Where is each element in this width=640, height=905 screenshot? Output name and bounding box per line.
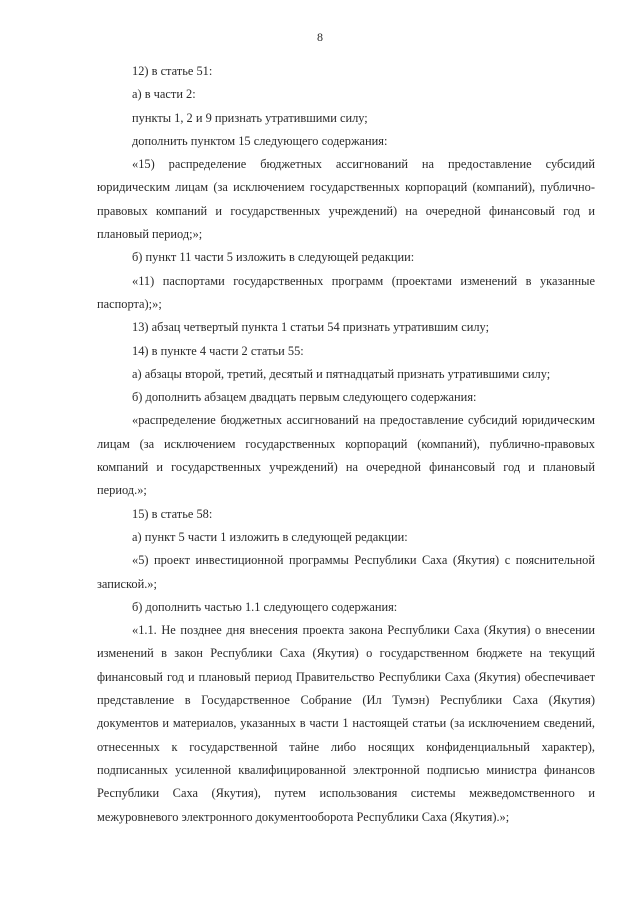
paragraph-article-51: 12) в статье 51:	[132, 64, 213, 78]
paragraph-point-15-text: «15) распределение бюджетных ассигнований на предоставление субсидий юридическим лицам (за исключением государственных корпораций (компаний), публично-правовых компаний и государственных учреждений) на очередной финансовый год и плановый период;»;	[97, 157, 595, 242]
paragraph-add-point-15: дополнить пунктом 15 следующего содержания:	[132, 133, 388, 148]
paragraph-article-58: 15) в статье 58:	[132, 506, 213, 521]
document-body	[97, 60, 595, 829]
paragraph-abzac-21-text: «распределение бюджетных ассигнований на предоставление субсидий юридическим лицам (за исключением государственных корпораций (компаний), публично-правовых компаний и государственных учреждений) на очередной финансовый год и плановый период.»;	[97, 413, 595, 498]
paragraph-article-55: 14) в пункте 4 части 2 статьи 55:	[132, 343, 304, 358]
page-number: 8	[317, 30, 323, 44]
paragraph-part-2: а) в части 2:	[132, 87, 196, 102]
paragraph-abzacy-invalid: а) абзацы второй, третий, десятый и пятнадцатый признать утратившими силу;	[132, 366, 551, 381]
paragraph-point-5-part-1: а) пункт 5 части 1 изложить в следующей редакции:	[132, 529, 408, 544]
paragraph-add-part-1-1: б) дополнить частью 1.1 следующего содержания:	[132, 599, 398, 614]
paragraph-article-54: 13) абзац четвертый пункта 1 статьи 54 признать утратившим силу;	[132, 320, 490, 335]
paragraph-part-1-1-text: «1.1. Не позднее дня внесения проекта закона Республики Саха (Якутия) о внесении изменений в закон Республики Саха (Якутия) о государственном бюджете на текущий финансовый год и плановый период Правительство Республики Саха (Якутия) обеспечивает представление в Государственное Собрание (Ил Тумэн) Республики Саха (Якутия) документов и материалов, указанных в части 1 настоящей статьи (за исключением сведений, отнесенных к государственной тайне либо носящих конфиденциальный характер), подписанных усиленной квалифицированной электронной подписью министра финансов Республики Саха (Якутия), путем использования системы межведомственного и межуровневого электронного документооборота Республики Саха (Якутия).»;	[97, 623, 595, 824]
paragraph-points-invalid: пункты 1, 2 и 9 признать утратившими силу;	[132, 110, 368, 125]
paragraph-point-11-part-5: б) пункт 11 части 5 изложить в следующей редакции:	[132, 250, 415, 265]
paragraph-add-abzac-21: б) дополнить абзацем двадцать первым следующего содержания:	[132, 390, 477, 405]
paragraph-point-11-text: «11) паспортами государственных программ (проектами изменений в указанные паспорта);»;	[97, 273, 595, 311]
paragraph-point-5-text: «5) проект инвестиционной программы Республики Саха (Якутия) с пояснительной запиской.»;	[97, 553, 595, 591]
